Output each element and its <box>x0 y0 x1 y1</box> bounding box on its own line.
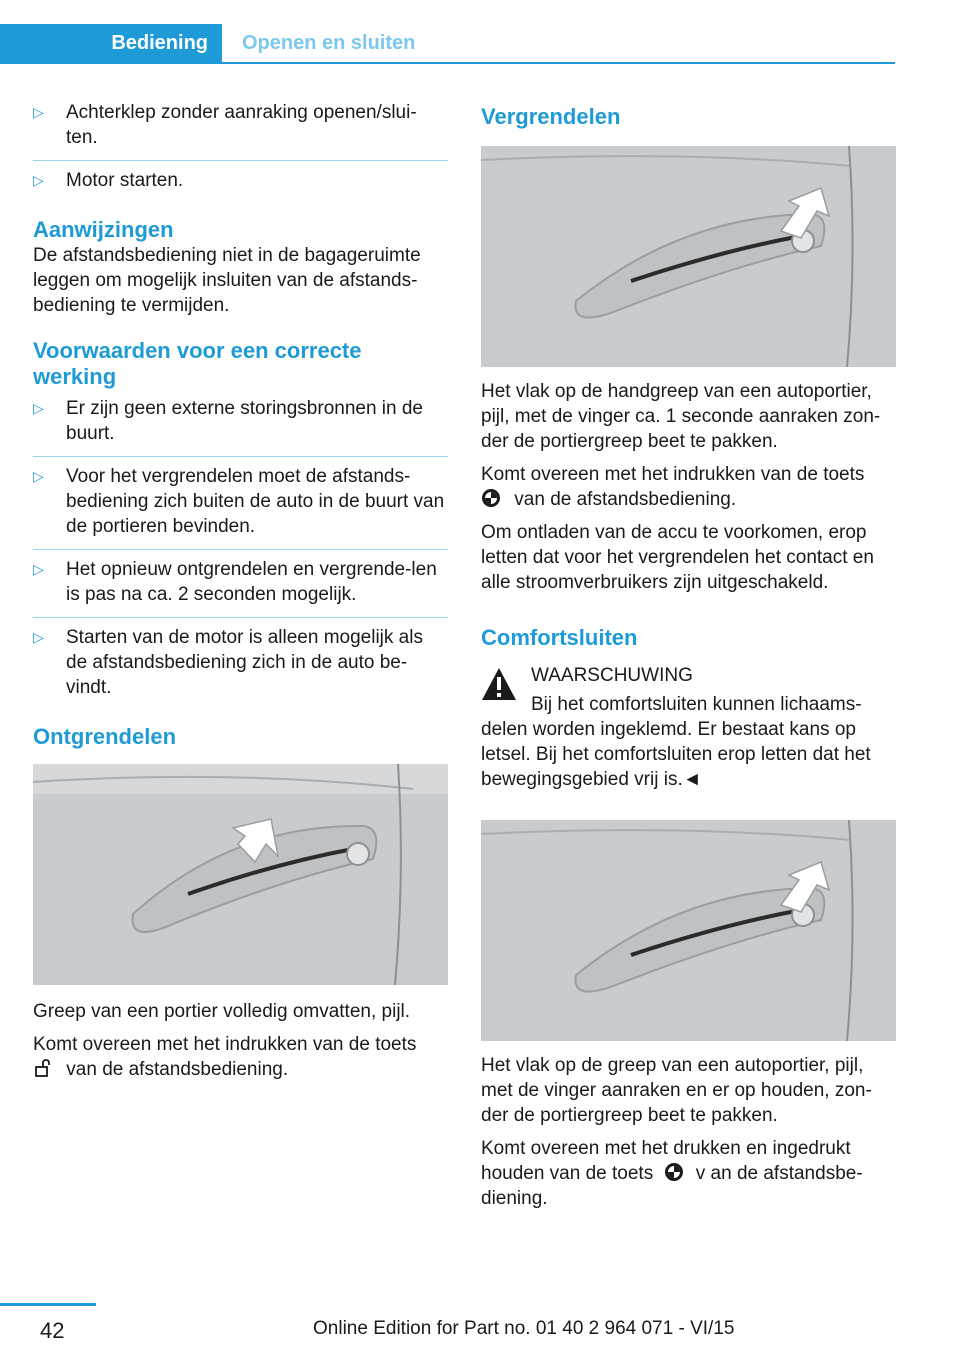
voorwaarden-heading: Voorwaarden voor een correcte werking <box>33 338 362 389</box>
door-handle-lock-figure <box>481 146 896 367</box>
unlock-key-icon <box>33 1058 53 1078</box>
section-tab-inactive: Openen en sluiten <box>242 31 416 54</box>
list-item: ▷ Achterklep zonder aanraking openen/slui-ten. <box>33 100 448 161</box>
comfortsluiten-heading: Comfortsluiten <box>481 625 638 650</box>
comfort-text-2: Komt overeen met het drukken en ingedrukt houden van de toets v an de afstandsbe-diening. <box>481 1138 863 1209</box>
right-column <box>481 100 896 1219</box>
triangle-bullet-icon: ▷ <box>33 104 44 120</box>
triangle-bullet-icon: ▷ <box>33 468 44 484</box>
left-column <box>33 100 448 1090</box>
list-item: ▷ Starten van de motor is alleen mogelijk als de afstandsbediening zich in de auto be-vindt. <box>33 627 423 698</box>
bmw-logo-key-icon <box>481 488 501 508</box>
footer-rule <box>0 1303 96 1306</box>
warning-text-2: delen worden ingeklemd. Er bestaat kans op letsel. Bij het comfortsluiten erop letten dat het bewegingsgebied vrij is.◄ <box>481 719 871 790</box>
warning-triangle-icon <box>481 667 517 701</box>
bmw-logo-key-icon <box>664 1162 684 1182</box>
edition-text: Online Edition for Part no. 01 40 2 964 071 - VI/15 <box>313 1318 735 1339</box>
warning-block <box>481 663 896 792</box>
aanwijzingen-heading: Aanwijzingen <box>33 217 174 242</box>
triangle-bullet-icon: ▷ <box>33 561 44 577</box>
ontgrendelen-heading: Ontgrendelen <box>33 724 177 749</box>
comfort-text-1: Het vlak op de greep van een autoportier, pijl, met de vinger aanraken en er op houden, zon-der de portiergreep beet te pakken. <box>481 1055 872 1126</box>
vergrendelen-text-3: Om ontladen van de accu te voorkomen, erop letten dat voor het vergrendelen het contact en alle stroomverbruikers zijn uitgeschakeld. <box>481 522 874 593</box>
triangle-bullet-icon: ▷ <box>33 629 44 645</box>
triangle-bullet-icon: ▷ <box>33 172 44 188</box>
ontgrendelen-text-1: Greep van een portier volledig omvatten, pijl. <box>33 1001 411 1022</box>
list-item: ▷ Voor het vergrendelen moet de afstands-bediening zich buiten de auto in de buurt van de portieren bevinden. <box>33 464 448 550</box>
list-item: ▷ Er zijn geen externe storingsbronnen in de buurt. <box>33 396 448 457</box>
voorwaarden-list <box>33 396 448 710</box>
ontgrendelen-text-2: Komt overeen met het indrukken van de toets van de afstandsbediening. <box>33 1034 417 1080</box>
intro-list <box>33 100 448 203</box>
triangle-bullet-icon: ▷ <box>33 400 44 416</box>
vergrendelen-text-1: Het vlak op de handgreep van een autoportier, pijl, met de vinger ca. 1 seconde aanraken zon-der de portiergreep beet te pakken. <box>481 381 881 452</box>
warning-label: WAARSCHUWING <box>531 665 693 686</box>
section-tab-active: Bediening <box>0 24 222 62</box>
list-item: ▷ Het opnieuw ontgrendelen en vergrende-len is pas na ca. 2 seconden mogelijk. <box>33 557 448 618</box>
vergrendelen-heading: Vergrendelen <box>481 104 621 129</box>
page-number: 42 <box>40 1318 65 1343</box>
door-handle-comfort-figure <box>481 820 896 1041</box>
door-handle-unlock-figure <box>33 764 448 985</box>
aanwijzingen-text: De afstandsbediening niet in de bagageruimte leggen om mogelijk insluiten van de afstands-bediening te vermijden. <box>33 245 421 316</box>
page-header <box>0 0 895 64</box>
vergrendelen-text-2: Komt overeen met het indrukken van de toets van de afstandsbediening. <box>481 464 865 510</box>
list-item: ▷ Motor starten. <box>33 170 184 191</box>
warning-text-1: Bij het comfortsluiten kunnen lichaams- <box>531 694 862 715</box>
